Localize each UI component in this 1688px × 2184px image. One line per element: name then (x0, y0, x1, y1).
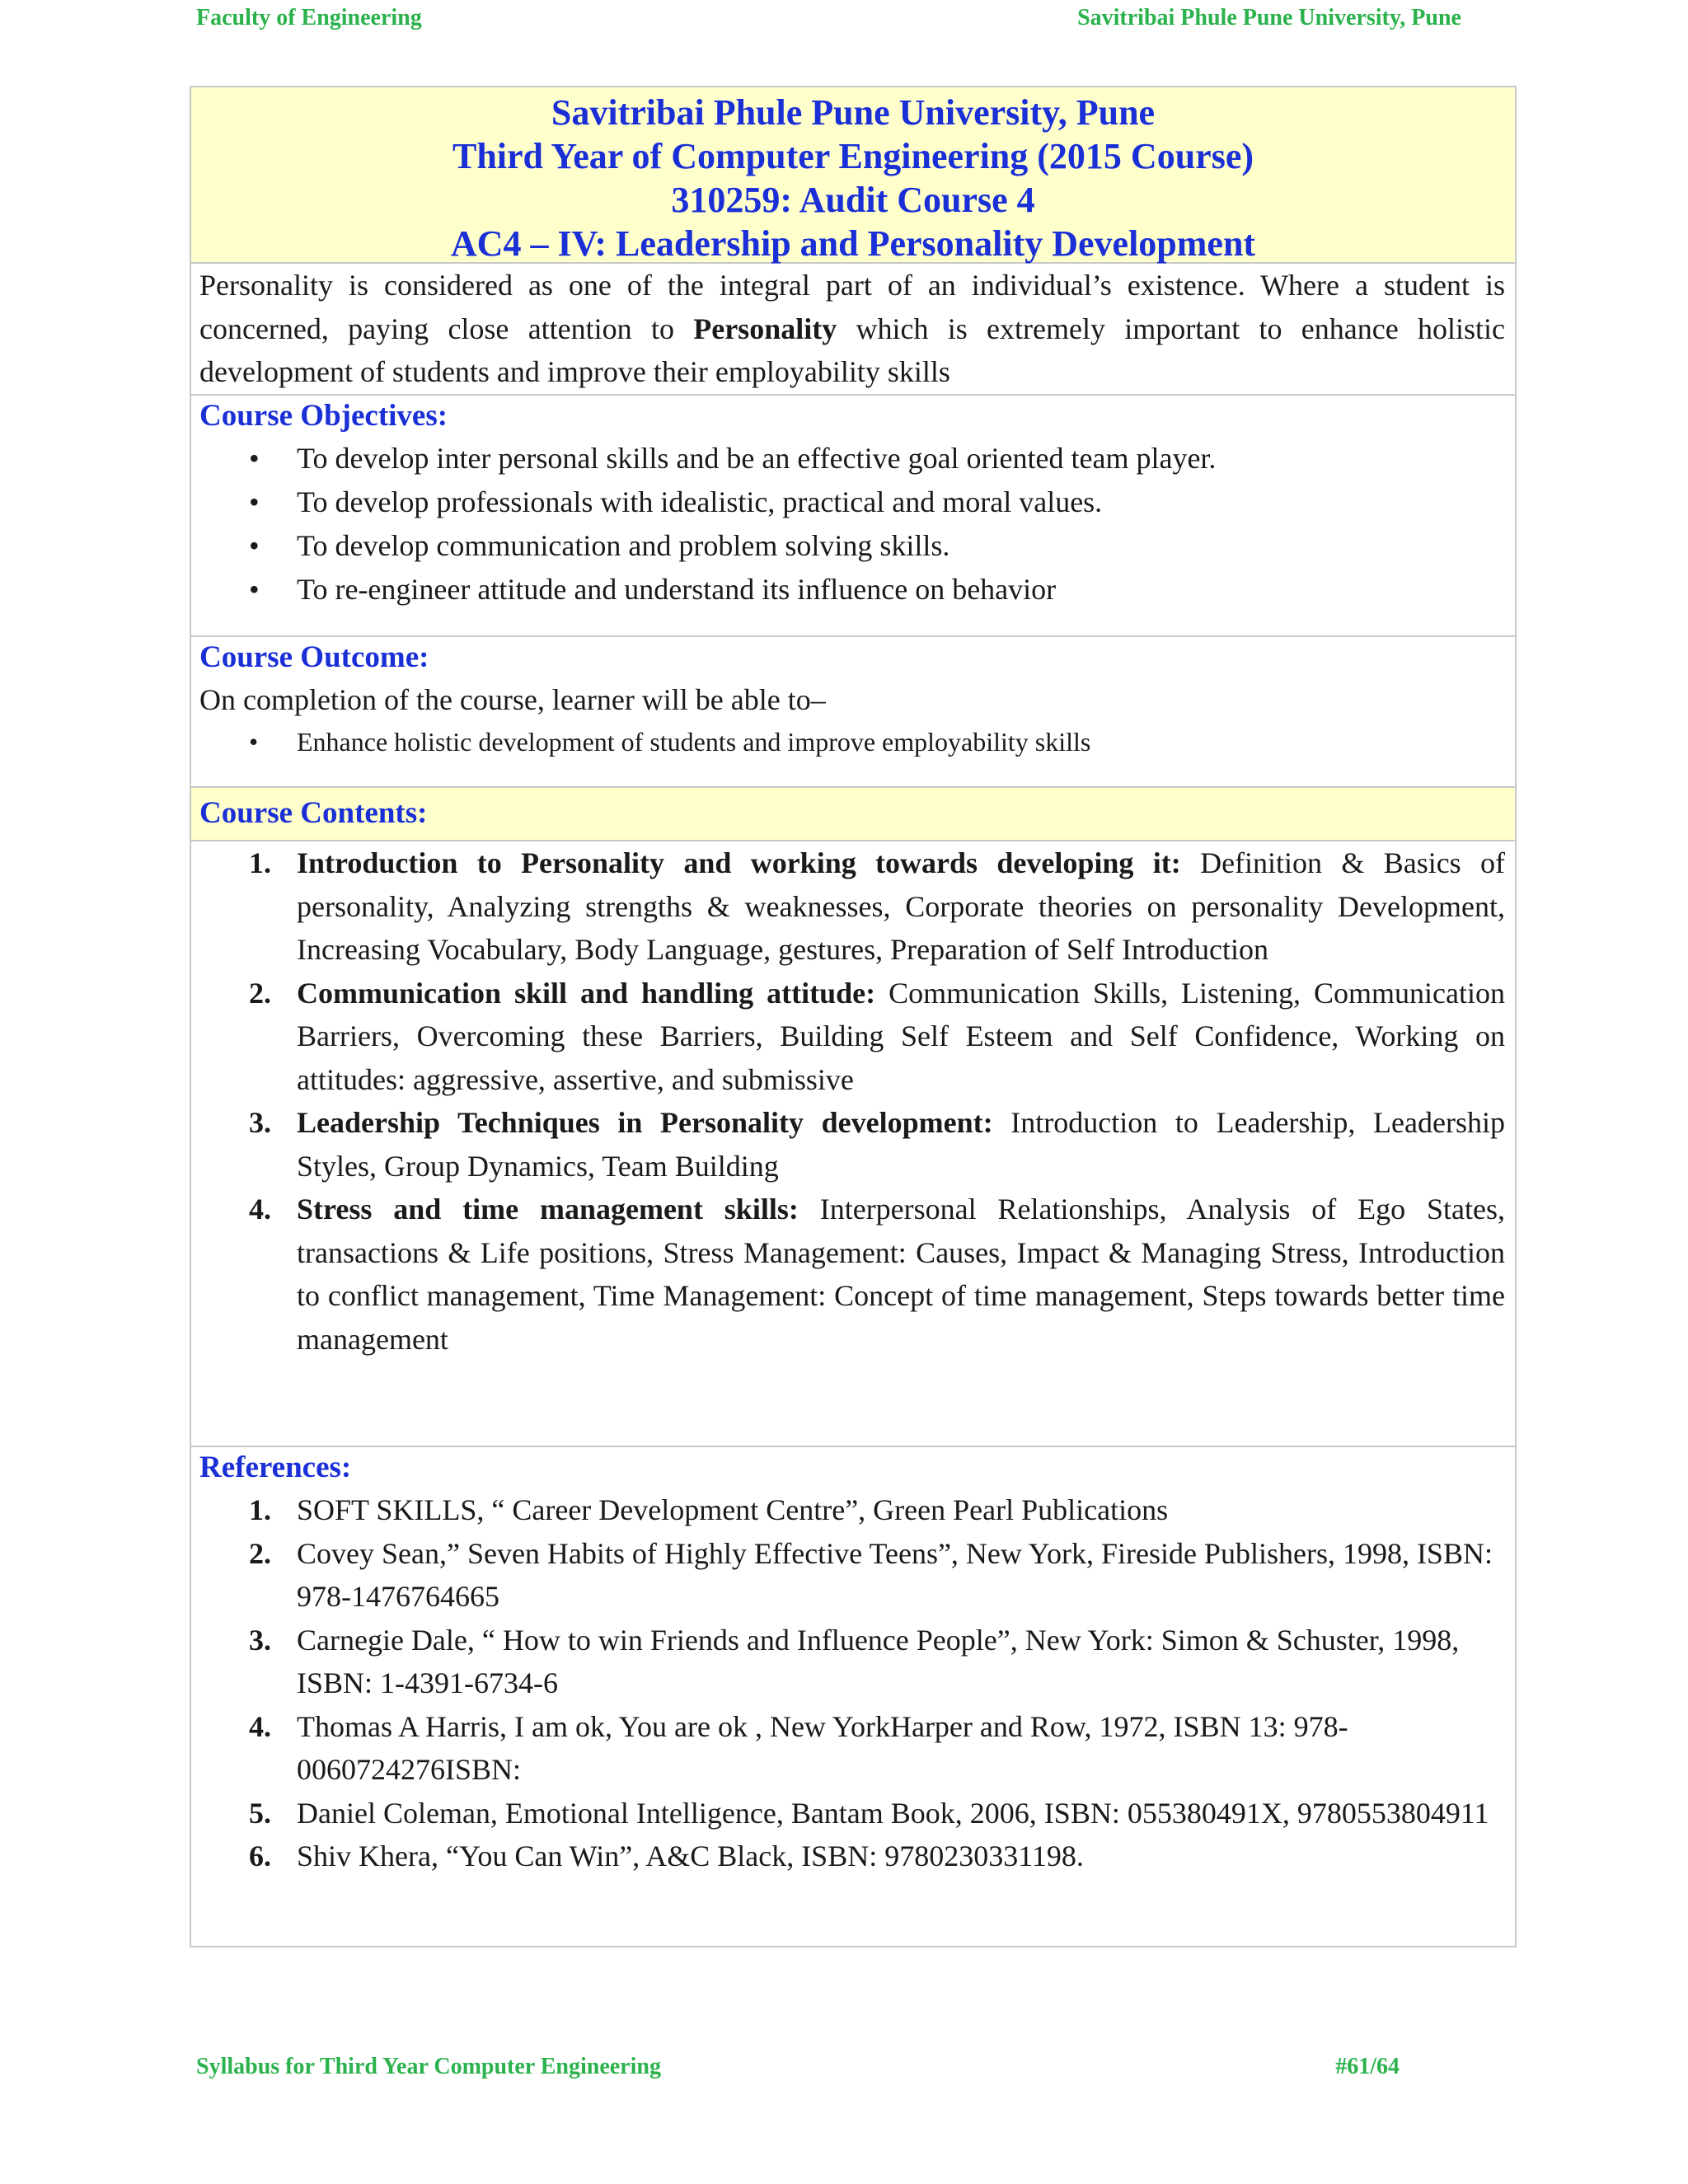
list-item (199, 1619, 1505, 1705)
list-item (199, 1188, 1505, 1361)
reference-text: SOFT SKILLS, “ Career Development Centre”, Green Pearl Publications (297, 1493, 1169, 1526)
footer-left-text: Syllabus for Third Year Computer Engineering (196, 2054, 661, 2079)
title-university: Savitribai Phule Pune University, Pune (551, 92, 1156, 133)
outcome-list (199, 722, 1505, 762)
bullet-icon: • (249, 529, 260, 562)
item-number: 4. (249, 1193, 271, 1226)
reference-text: Carnegie Dale, “ How to win Friends and Influence People”, New York: Simon & Schuster, 1998, ISBN: 1-4391-6734-6 (297, 1623, 1460, 1699)
list-item (199, 972, 1505, 1102)
contents-heading: Course Contents: (199, 796, 428, 830)
references-list (199, 1488, 1505, 1878)
list-item (199, 524, 1505, 568)
outcome-heading: Course Outcome: (199, 640, 429, 674)
item-number: 2. (249, 1536, 271, 1570)
unit-title: Introduction to Personality and working towards developing it: (297, 846, 1181, 879)
header-right-text: Savitribai Phule Pune University, Pune (1077, 5, 1461, 30)
item-number: 1. (249, 846, 271, 879)
references-heading: References: (199, 1451, 352, 1484)
intro-text-bold: Personality (693, 312, 837, 345)
objectives-heading: Course Objectives: (199, 399, 448, 433)
list-item (199, 722, 1505, 762)
reference-text: Thomas A Harris, I am ok, You are ok , New YorkHarper and Row, 1972, ISBN 13: 978-0060724276ISBN: (297, 1709, 1348, 1786)
unit-text: Introduction to Leadership, Leadership Styles, Group Dynamics, Team Building (297, 1106, 1505, 1183)
item-number: 2. (249, 976, 271, 1010)
reference-text: Covey Sean,” Seven Habits of Highly Effective Teens”, New York, Fireside Publishers, 1998, ISBN: 978-1476764665 (297, 1536, 1493, 1613)
reference-text: Shiv Khera, “You Can Win”, A&C Black, ISBN: 9780230331198. (297, 1840, 1084, 1872)
page-number: #61/64 (1335, 2054, 1400, 2079)
page-header (196, 2, 1461, 35)
course-introduction (191, 264, 1515, 396)
title-course-name: AC4 – IV: Leadership and Personality Development (450, 223, 1256, 264)
header-left-text: Faculty of Engineering (196, 5, 422, 30)
unit-text: Interpersonal Relationships, Analysis of Ego States, transactions & Life positions, Stress Management: Causes, Impact & Managing Stress, Introduction to conflict management, Time Management: Concept of time management, Steps towards better time management (297, 1193, 1505, 1356)
objective-text: To develop inter personal skills and be an effective goal oriented team player. (297, 442, 1217, 475)
title-course-code: 310259: Audit Course 4 (671, 180, 1035, 220)
list-item (199, 1792, 1505, 1835)
course-outcome-section (191, 637, 1515, 788)
bullet-icon: • (249, 573, 260, 606)
syllabus-table (190, 86, 1517, 1947)
objective-text: To develop professionals with idealistic, practical and moral values. (297, 485, 1103, 518)
course-objectives-section (191, 396, 1515, 637)
unit-title: Stress and time management skills: (297, 1193, 799, 1226)
outcome-lead-text: On completion of the course, learner will be able to– (199, 683, 826, 716)
list-item (199, 480, 1505, 524)
reference-text: Daniel Coleman, Emotional Intelligence, Bantam Book, 2006, ISBN: 055380491X, 9780553804911 (297, 1796, 1489, 1830)
item-number: 6. (249, 1840, 271, 1872)
bullet-icon: • (249, 485, 260, 518)
item-number: 3. (249, 1106, 271, 1139)
item-number: 1. (249, 1493, 271, 1526)
item-number: 3. (249, 1623, 271, 1657)
list-item (199, 568, 1505, 612)
intro-text-part1: Personality is considered as one of the integral part of an individual’s existence. Where a student is concerned, paying close attention to (199, 269, 1505, 345)
item-number: 5. (249, 1796, 271, 1830)
list-item (199, 1488, 1505, 1532)
bullet-icon: • (249, 726, 259, 757)
objectives-list (199, 437, 1505, 612)
objective-text: To develop communication and problem solving skills. (297, 529, 950, 562)
unit-text: Definition & Basics of personality, Analyzing strengths & weaknesses, Corporate theories on personality Development, Increasing Vocabulary, Body Language, gestures, Preparation of Self Introduction (297, 846, 1506, 966)
list-item (199, 1705, 1505, 1792)
unit-title: Communication skill and handling attitude: (297, 976, 876, 1010)
list-item (199, 1101, 1505, 1188)
title-program: Third Year of Computer Engineering (2015 Course) (452, 136, 1254, 176)
item-number: 4. (249, 1709, 271, 1743)
list-item (199, 1532, 1505, 1619)
course-title-block (191, 87, 1515, 264)
list-item (199, 437, 1505, 480)
unit-text: Communication Skills, Listening, Communication Barriers, Overcoming these Barriers, Building Self Esteem and Self Confidence, Working on attitudes: aggressive, assertive, and submissive (297, 976, 1506, 1096)
list-item (199, 841, 1505, 972)
course-contents-heading-row (191, 788, 1515, 841)
intro-text-part2: which is extremely important to enhance holistic development of students and improve their employability skills (199, 312, 1505, 388)
objective-text: To re-engineer attitude and understand its influence on behavior (297, 573, 1057, 606)
references-section (191, 1447, 1515, 1946)
outcome-text: Enhance holistic development of students and improve employability skills (297, 726, 1091, 757)
bullet-icon: • (249, 442, 260, 475)
course-contents-section (191, 841, 1515, 1447)
list-item (199, 1835, 1505, 1878)
unit-title: Leadership Techniques in Personality development: (297, 1106, 993, 1139)
page-footer (196, 2050, 1400, 2083)
contents-list (199, 841, 1505, 1361)
